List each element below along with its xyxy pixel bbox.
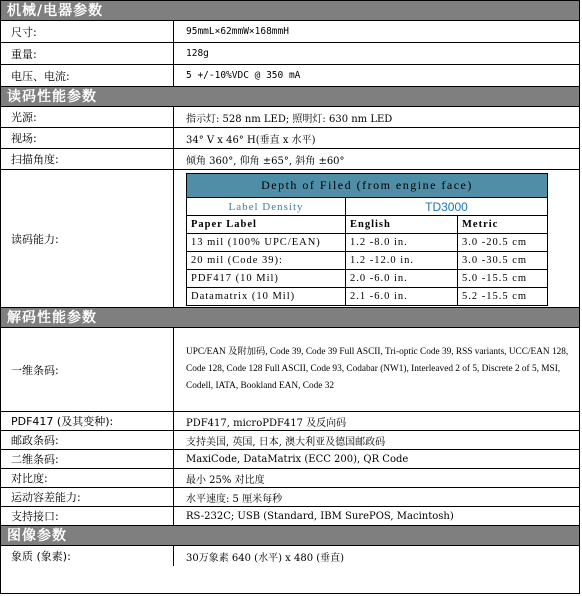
row-weight <box>1 43 579 65</box>
dof-row <box>187 270 548 288</box>
view-label: 视场: <box>1 128 174 148</box>
angle-value: 倾角 360°, 仰角 ±65°, 斜角 ±60° <box>186 155 345 167</box>
row-angle <box>1 149 579 170</box>
iface-value: RS-232C; USB (Standard, IBM SurePOS, Macintosh) <box>186 510 454 522</box>
dof-cell-paper: PDF417 (10 Mil) <box>187 270 346 288</box>
dof-col-paper: Paper Label <box>187 216 346 234</box>
view-value: 34° V x 46° H(垂直 x 水平) <box>186 134 316 146</box>
depth-of-field-table <box>186 173 548 306</box>
dof-container <box>174 170 579 307</box>
power-label: 电压、电流: <box>1 65 174 86</box>
dof-cell-english: 2.1 -6.0 in. <box>346 288 458 306</box>
row-read-ability <box>1 170 579 308</box>
row-contrast <box>1 469 579 488</box>
ability-label: 读码能力: <box>1 170 174 307</box>
row-2d-barcode <box>1 450 579 469</box>
row-image-quality <box>1 546 579 566</box>
light-value: 指示灯: 528 nm LED; 照明灯: 630 nm LED <box>186 113 393 125</box>
section-read-header: 读码性能参数 <box>1 87 579 107</box>
row-light <box>1 107 579 128</box>
weight-label: 重量: <box>1 43 174 64</box>
postal-value: 支持美国, 英国, 日本, 澳大利亚及德国邮政码 <box>186 436 386 448</box>
row-pdf417 <box>1 412 579 431</box>
dof-row <box>187 252 548 270</box>
twod-value: MaxiCode, DataMatrix (ECC 200), QR Code <box>186 453 409 465</box>
row-power <box>1 65 579 87</box>
pdf-value: PDF417, microPDF417 及反向码 <box>186 417 347 429</box>
dof-cell-metric: 5.2 -15.5 cm <box>458 288 548 306</box>
size-value: 95mmL×62mmW×168mmH <box>186 26 289 37</box>
row-view <box>1 128 579 149</box>
motion-value: 水平速度: 5 厘米每秒 <box>186 493 283 505</box>
dof-row <box>187 288 548 306</box>
dof-cell-english: 1.2 -8.0 in. <box>346 234 458 252</box>
dof-cell-paper: 20 mil (Code 39): <box>187 252 346 270</box>
dof-cell-english: 1.2 -12.0 in. <box>346 252 458 270</box>
dof-cell-paper: 13 mil (100% UPC/EAN) <box>187 234 346 252</box>
dof-col-metric: Metric <box>458 216 548 234</box>
quality-label: 象质 (象素): <box>1 546 174 566</box>
motion-label: 运动容差能力: <box>1 488 174 506</box>
pdf-label: PDF417 (及其变种): <box>1 412 174 430</box>
dof-cell-paper: Datamatrix (10 Mil) <box>187 288 346 306</box>
section-decode-header: 解码性能参数 <box>1 308 579 328</box>
row-interface <box>1 507 579 526</box>
contrast-value: 最小 25% 对比度 <box>186 474 265 486</box>
row-1d-barcode <box>1 328 579 412</box>
light-label: 光源: <box>1 107 174 127</box>
row-size <box>1 21 579 43</box>
weight-value: 128g <box>186 48 209 59</box>
size-label: 尺寸: <box>1 21 174 42</box>
dof-cell-english: 2.0 -6.0 in. <box>346 270 458 288</box>
dof-cell-metric: 3.0 -20.5 cm <box>458 234 548 252</box>
dof-model: TD3000 <box>346 198 548 216</box>
row-motion <box>1 488 579 507</box>
power-value: 5 +/-10%VDC @ 350 mA <box>186 70 301 81</box>
oned-value: UPC/EAN 及附加码, Code 39, Code 39 Full ASCII, Tri-optic Code 39, RSS variants, UCC/EAN 128, Code 128, Code 128 Full ASCII, Code 93, Codabar (NW1), Interleaved 2 of 5, Discrete 2 of 5, MSI, Codell, IATA, Bookland EAN, Code 32 <box>186 347 569 391</box>
quality-value: 30万象素 640 (水平) x 480 (垂直) <box>186 552 345 564</box>
dof-cell-metric: 5.0 -15.5 cm <box>458 270 548 288</box>
section-mech-header: 机械/电器参数 <box>1 1 579 21</box>
postal-label: 邮政条码: <box>1 431 174 449</box>
section-image-header: 图像参数 <box>1 526 579 546</box>
dof-cell-metric: 3.0 -30.5 cm <box>458 252 548 270</box>
angle-label: 扫描角度: <box>1 149 174 169</box>
dof-label-density: Label Density <box>187 198 346 216</box>
contrast-label: 对比度: <box>1 469 174 487</box>
dof-col-english: English <box>346 216 458 234</box>
row-postal <box>1 431 579 450</box>
oned-label: 一维条码: <box>1 328 174 411</box>
dof-row <box>187 234 548 252</box>
iface-label: 支持接口: <box>1 507 174 525</box>
dof-title: Depth of Filed (from engine face) <box>187 174 548 198</box>
twod-label: 二维条码: <box>1 450 174 468</box>
